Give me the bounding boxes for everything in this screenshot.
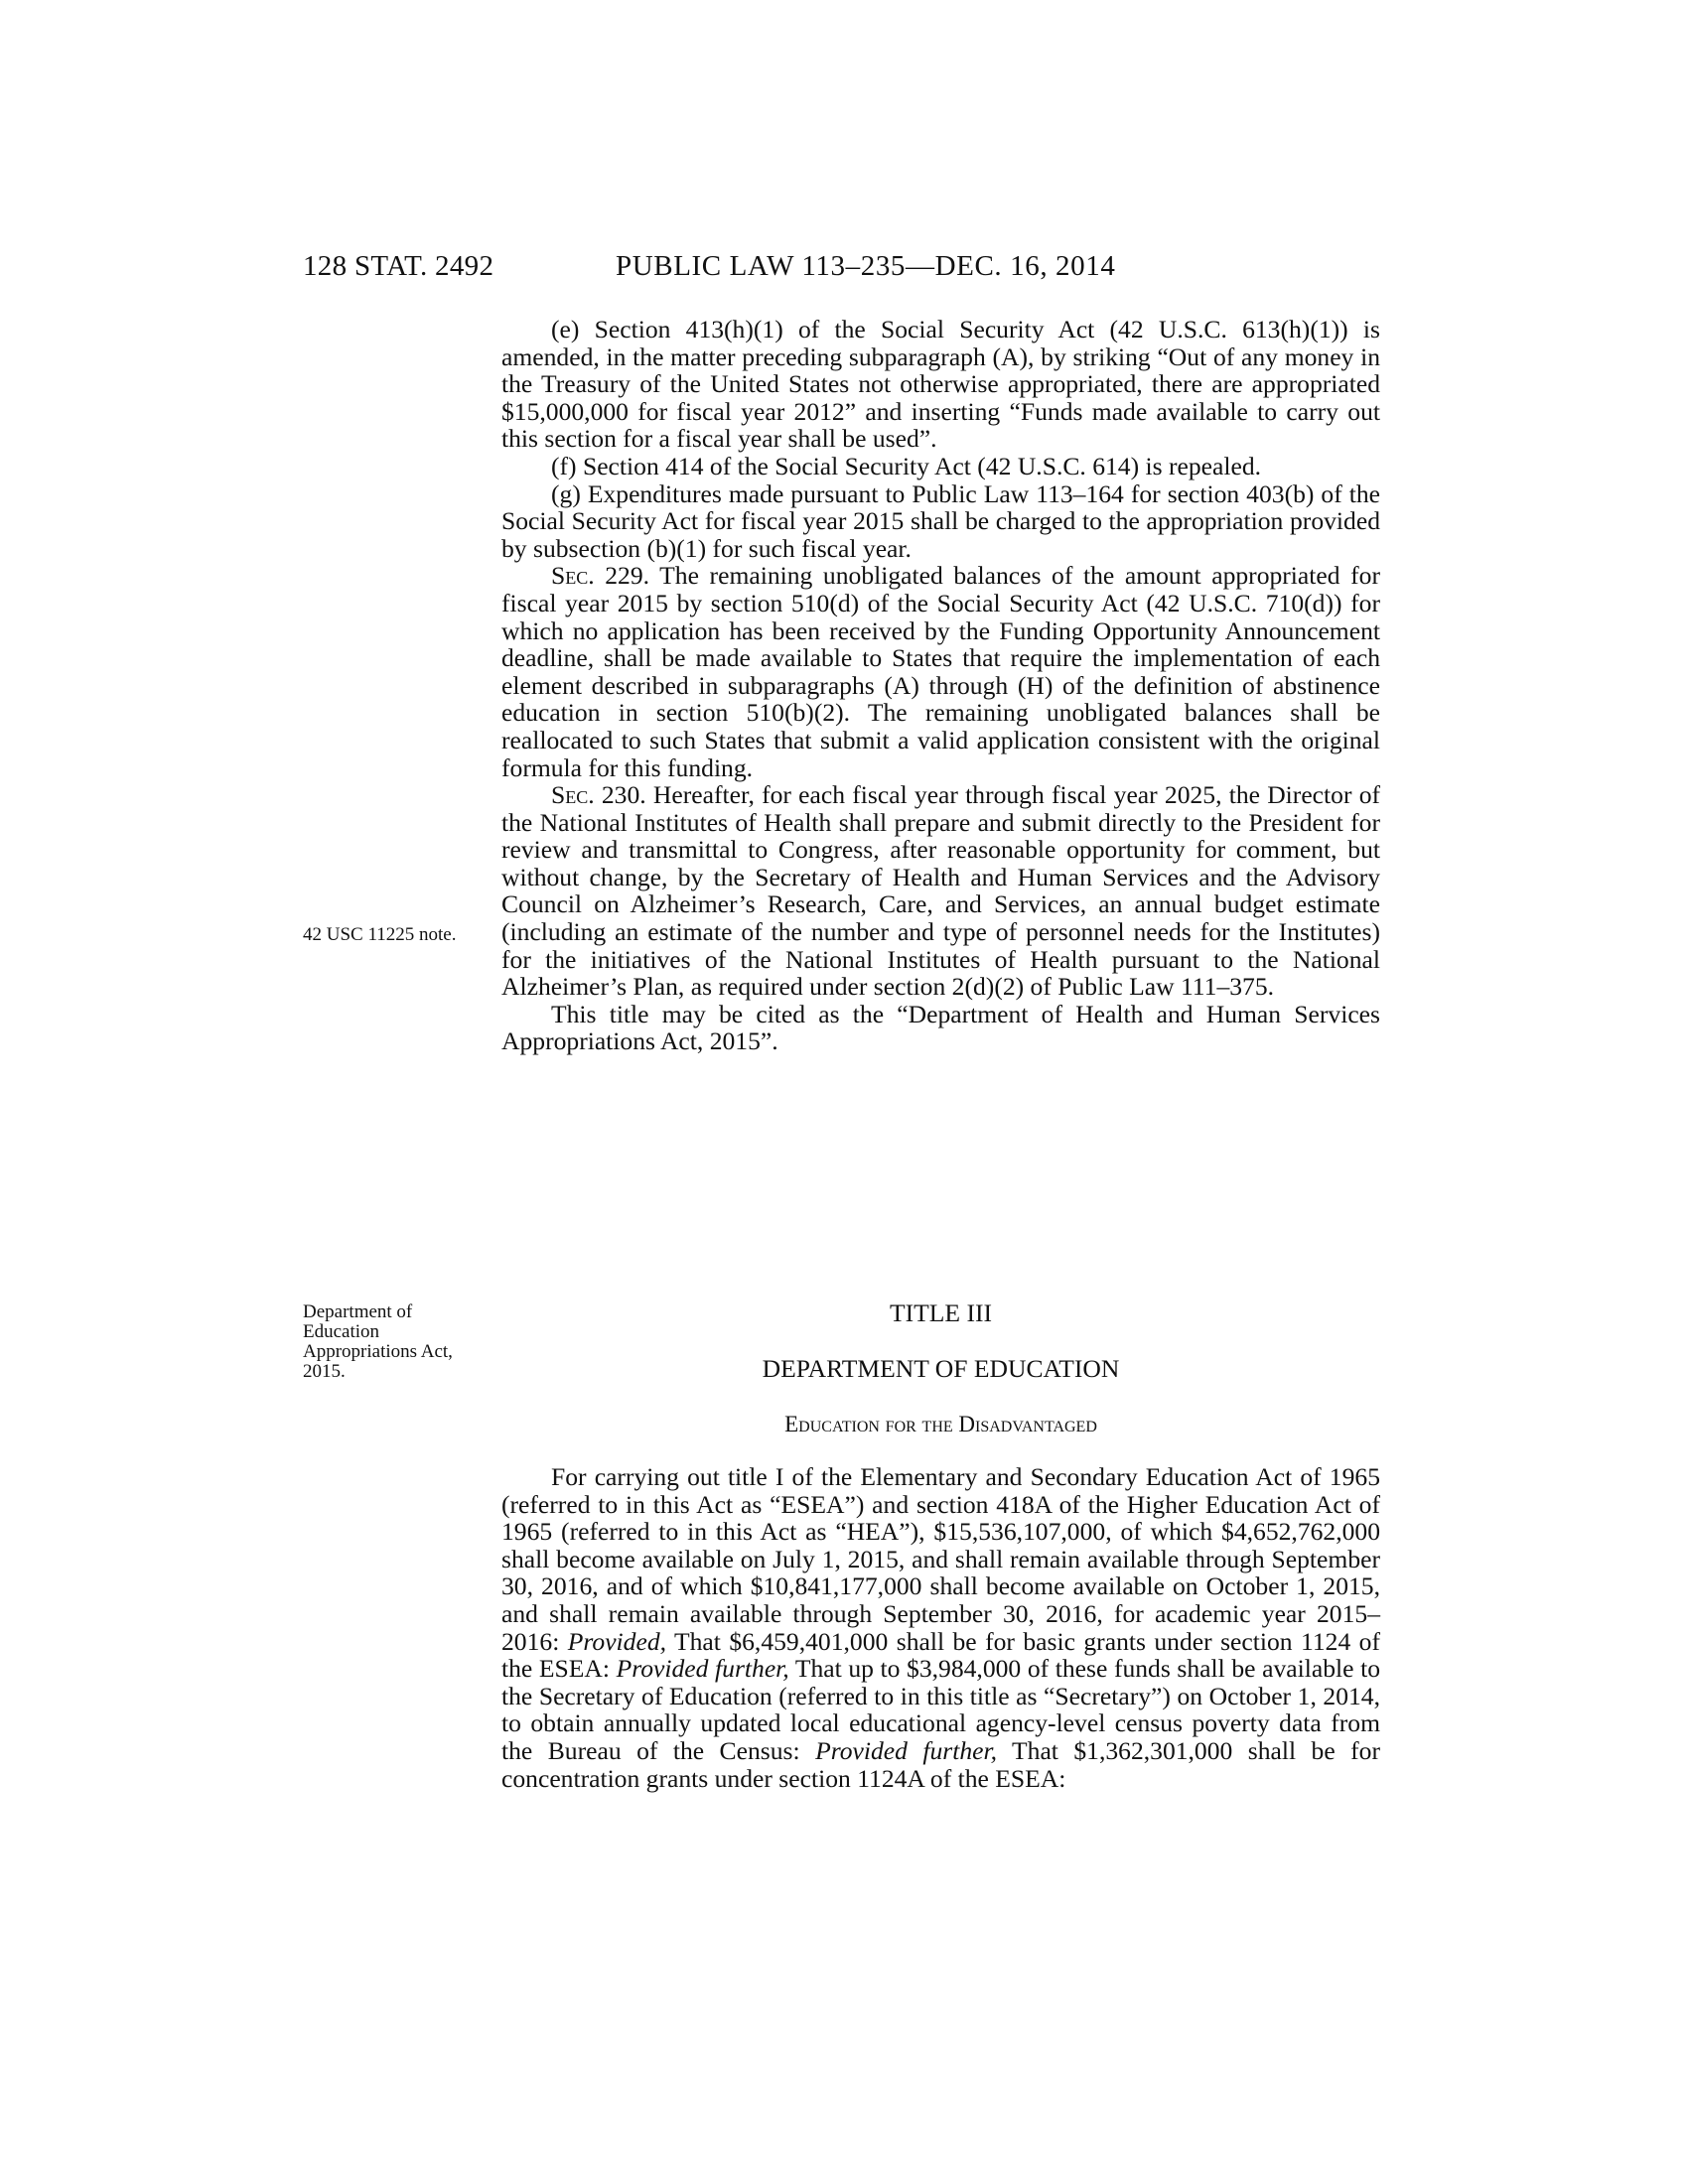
education-part2: That $6,459,401,000 shall be for basic grants under section 1124 of the ESEA:: [501, 1626, 1380, 1684]
stat-page-number: 128 STAT. 2492: [303, 250, 494, 282]
section-230-text: Hereafter, for each fiscal year through fiscal year 2025, the Director of the National Institutes of Health shall prepare and submit directly to the President for review and transmittal to Congress, after reasonable opportunity for comment, but without change, by the Secretary of Health and Human Services and the Advisory Council on Alzheimer’s Research, Care, and Services, an annual budget estimate (including an estimate of the number and type of personnel needs for the Institutes) for the initiatives of the National Institutes of Health pursuant to the National Alzheimer’s Plan, as required under section 2(d)(2) of Public Law 111–375.: [501, 780, 1381, 1002]
education-part1: For carrying out title I of the Elementary and Secondary Education Act of 1965 (referred to in this Act as “ESEA”) and section 418A of the Higher Education Act of 1965 (referred to in this Act as “HEA”), $15,536,107,000, of which $4,652,762,000 shall become available on July 1, 2015, and shall remain available through September 30, 2016, and of which $10,841,177,000 shall become available on October 1, 2015, and shall remain available through September 30, 2016, for academic year 2015–2016:: [501, 1462, 1380, 1656]
title-heading: TITLE III: [889, 1298, 993, 1327]
section-229-label: Sec. 229.: [551, 561, 650, 591]
education-provided-further-1: Provided further,: [616, 1654, 789, 1684]
subheading: Education for the Disadvantaged: [784, 1412, 1097, 1436]
section-229-text: The remaining unobligated balances of the amount appropriated for fiscal year 2015 by section 510(d) of the Social Security Act (42 U.S.C. 710(d)) for which no application has been received by the Funding Opportunity Announcement deadline, shall be made available to States that require the implementation of each element described in subparagraphs (A) through (H) of the definition of abstinence education in section 510(b)(2). The remaining unobligated balances shall be reallocated to such States that submit a valid application consistent with the original formula for this funding.: [501, 561, 1380, 782]
department-heading: DEPARTMENT OF EDUCATION: [762, 1354, 1120, 1383]
margin-note-act: Department of Education Appropriations Act, 2015.: [303, 1301, 453, 1382]
body-text-top: [501, 316, 1380, 1055]
education-part4: That $1,362,301,000 shall be for concentration grants under section 1124A of the ESEA:: [501, 1735, 1380, 1793]
education-text: [501, 1463, 1380, 1792]
education-part3: That up to $3,984,000 of these funds shall be available to the Secretary of Education (referred to in this title as “Secretary”) on October 1, 2014, to obtain annually updated local educational agency-level census poverty data from the Bureau of the Census:: [501, 1654, 1380, 1765]
paragraph-g: (g) Expenditures made pursuant to Public Law 113–164 for section 403(b) of the Social Security Act for fiscal year 2015 shall be charged to the appropriation provided by subsection (b)(1) for such fiscal year.: [501, 478, 1380, 563]
paragraph-e: (e) Section 413(h)(1) of the Social Security Act (42 U.S.C. 613(h)(1)) is amended, in the matter preceding subparagraph (A), by striking “Out of any money in the Treasury of the United States not otherwise appropriated, there are appropriated $15,000,000 for fiscal year 2012” and inserting “Funds made available to carry out this section for a fiscal year shall be used”.: [501, 315, 1380, 454]
paragraph-f: (f) Section 414 of the Social Security Act (42 U.S.C. 614) is repealed.: [551, 451, 1262, 480]
education-provided: Provided,: [567, 1626, 667, 1656]
public-law-title: PUBLIC LAW 113–235—DEC. 16, 2014: [616, 250, 1116, 282]
section-229: [501, 562, 1380, 781]
section-230: [501, 781, 1380, 1001]
title-citation: This title may be cited as the “Department of Health and Human Services Appropriations Act, 2015”.: [501, 999, 1380, 1056]
section-230-label: Sec. 230.: [551, 780, 646, 810]
education-paragraph: [501, 1463, 1380, 1792]
margin-note-usc: 42 USC 11225 note.: [303, 924, 457, 945]
page-header: [303, 250, 1221, 290]
education-provided-further-2: Provided further,: [815, 1735, 998, 1765]
